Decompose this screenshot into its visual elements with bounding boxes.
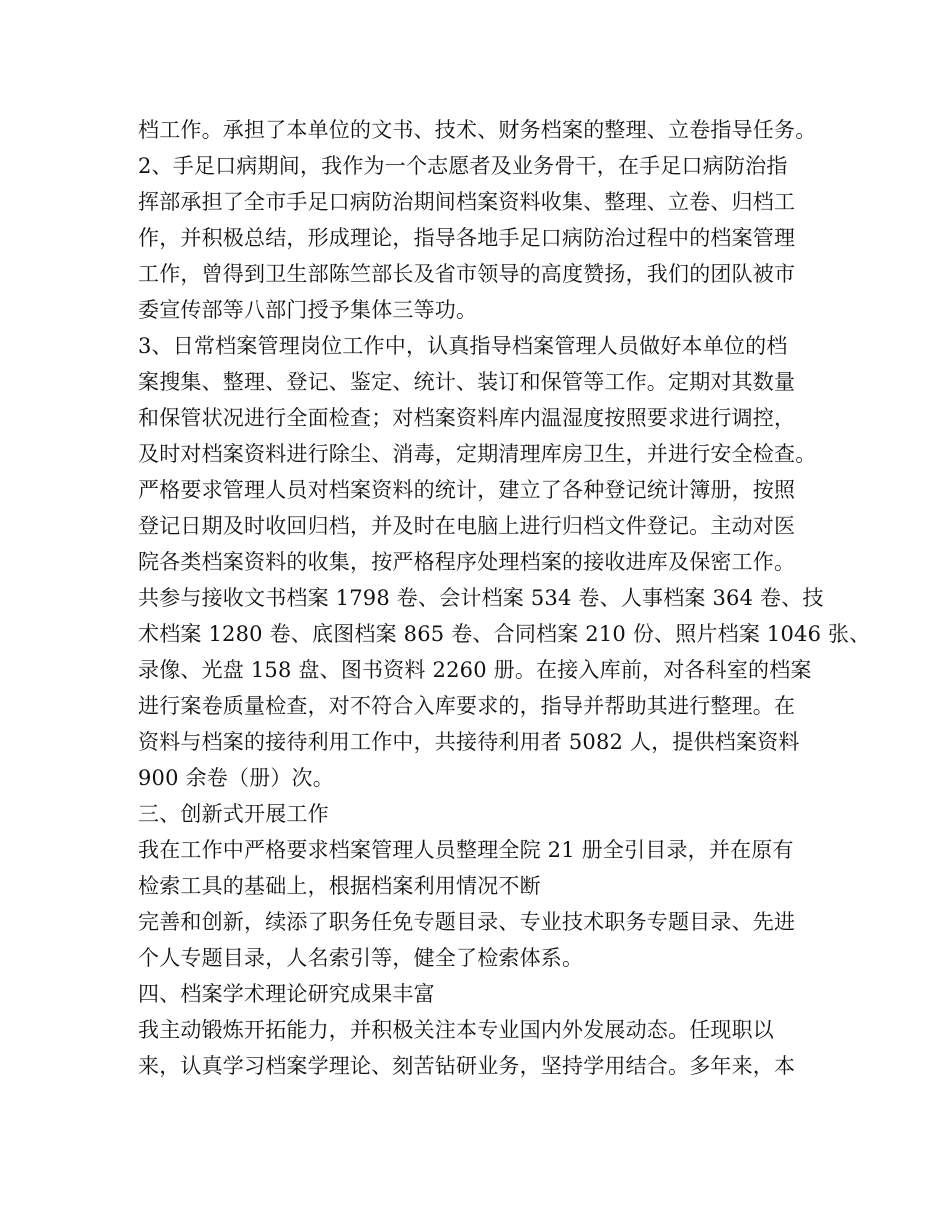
text-line: 进行案卷质量检查，对不符合入库要求的，指导并帮助其进行整理。在 [138,694,796,718]
text-line: 个人专题目录，人名索引等，健全了检索体系。 [138,946,584,970]
text-line: 术档案 1280 卷、底图档案 865 卷、合同档案 210 份、照片档案 1046 张、 [138,622,871,646]
text-line: 严格要求管理人员对档案资料的统计，建立了各种登记统计簿册，按照 [138,478,796,502]
text-line: 挥部承担了全市手足口病防治期间档案资料收集、整理、立卷、归档工 [138,190,796,214]
text-line: 900 余卷（册）次。 [138,766,334,790]
text-line: 和保管状况进行全面检查；对档案资料库内温湿度按照要求进行调控， [138,406,796,430]
text-line: 录像、光盘 158 盘、图书资料 2260 册。在接入库前，对各科室的档案 [138,658,812,682]
text-line: 我主动锻炼开拓能力，并积极关注本专业国内外发展动态。任现职以 [138,1018,774,1042]
text-line: 来，认真学习档案学理论、刻苦钻研业务，坚持学用结合。多年来，本 [138,1054,796,1078]
text-line: 案搜集、整理、登记、鉴定、统计、装订和保管等工作。定期对其数量 [138,370,796,394]
text-line: 院各类档案资料的收集，按严格程序处理档案的接收进库及保密工作。 [138,550,796,574]
text-line: 我在工作中严格要求档案管理人员整理全院 21 册全引目录，并在原有 [138,838,794,862]
text-line: 检索工具的基础上，根据档案利用情况不断 [138,874,541,898]
text-line: 委宣传部等八部门授予集体三等功。 [138,298,478,322]
text-line: 档工作。承担了本单位的文书、技术、财务档案的整理、立卷指导任务。 [138,118,817,142]
text-line: 工作，曾得到卫生部陈竺部长及省市领导的高度赞扬，我们的团队被市 [138,262,796,286]
text-line: 完善和创新，续添了职务任免专题目录、专业技术职务专题目录、先进 [138,910,796,934]
text-line: 共参与接收文书档案 1798 卷、会计档案 534 卷、人事档案 364 卷、技 [138,586,824,610]
text-line: 3、日常档案管理岗位工作中，认真指导档案管理人员做好本单位的档 [138,334,788,358]
text-line: 及时对档案资料进行除尘、消毒，定期清理库房卫生，并进行安全检查。 [138,442,817,466]
text-line: 资料与档案的接待利用工作中，共接待利用者 5082 人，提供档案资料 [138,730,800,754]
text-line: 2、手足口病期间，我作为一个志愿者及业务骨干，在手足口病防治指 [138,154,788,178]
section-heading: 四、档案学术理论研究成果丰富 [138,982,435,1006]
text-line: 登记日期及时收回归档，并及时在电脑上进行归档文件登记。主动对医 [138,514,796,538]
section-heading: 三、创新式开展工作 [138,802,329,826]
text-line: 作，并积极总结，形成理论，指导各地手足口病防治过程中的档案管理 [138,226,796,250]
